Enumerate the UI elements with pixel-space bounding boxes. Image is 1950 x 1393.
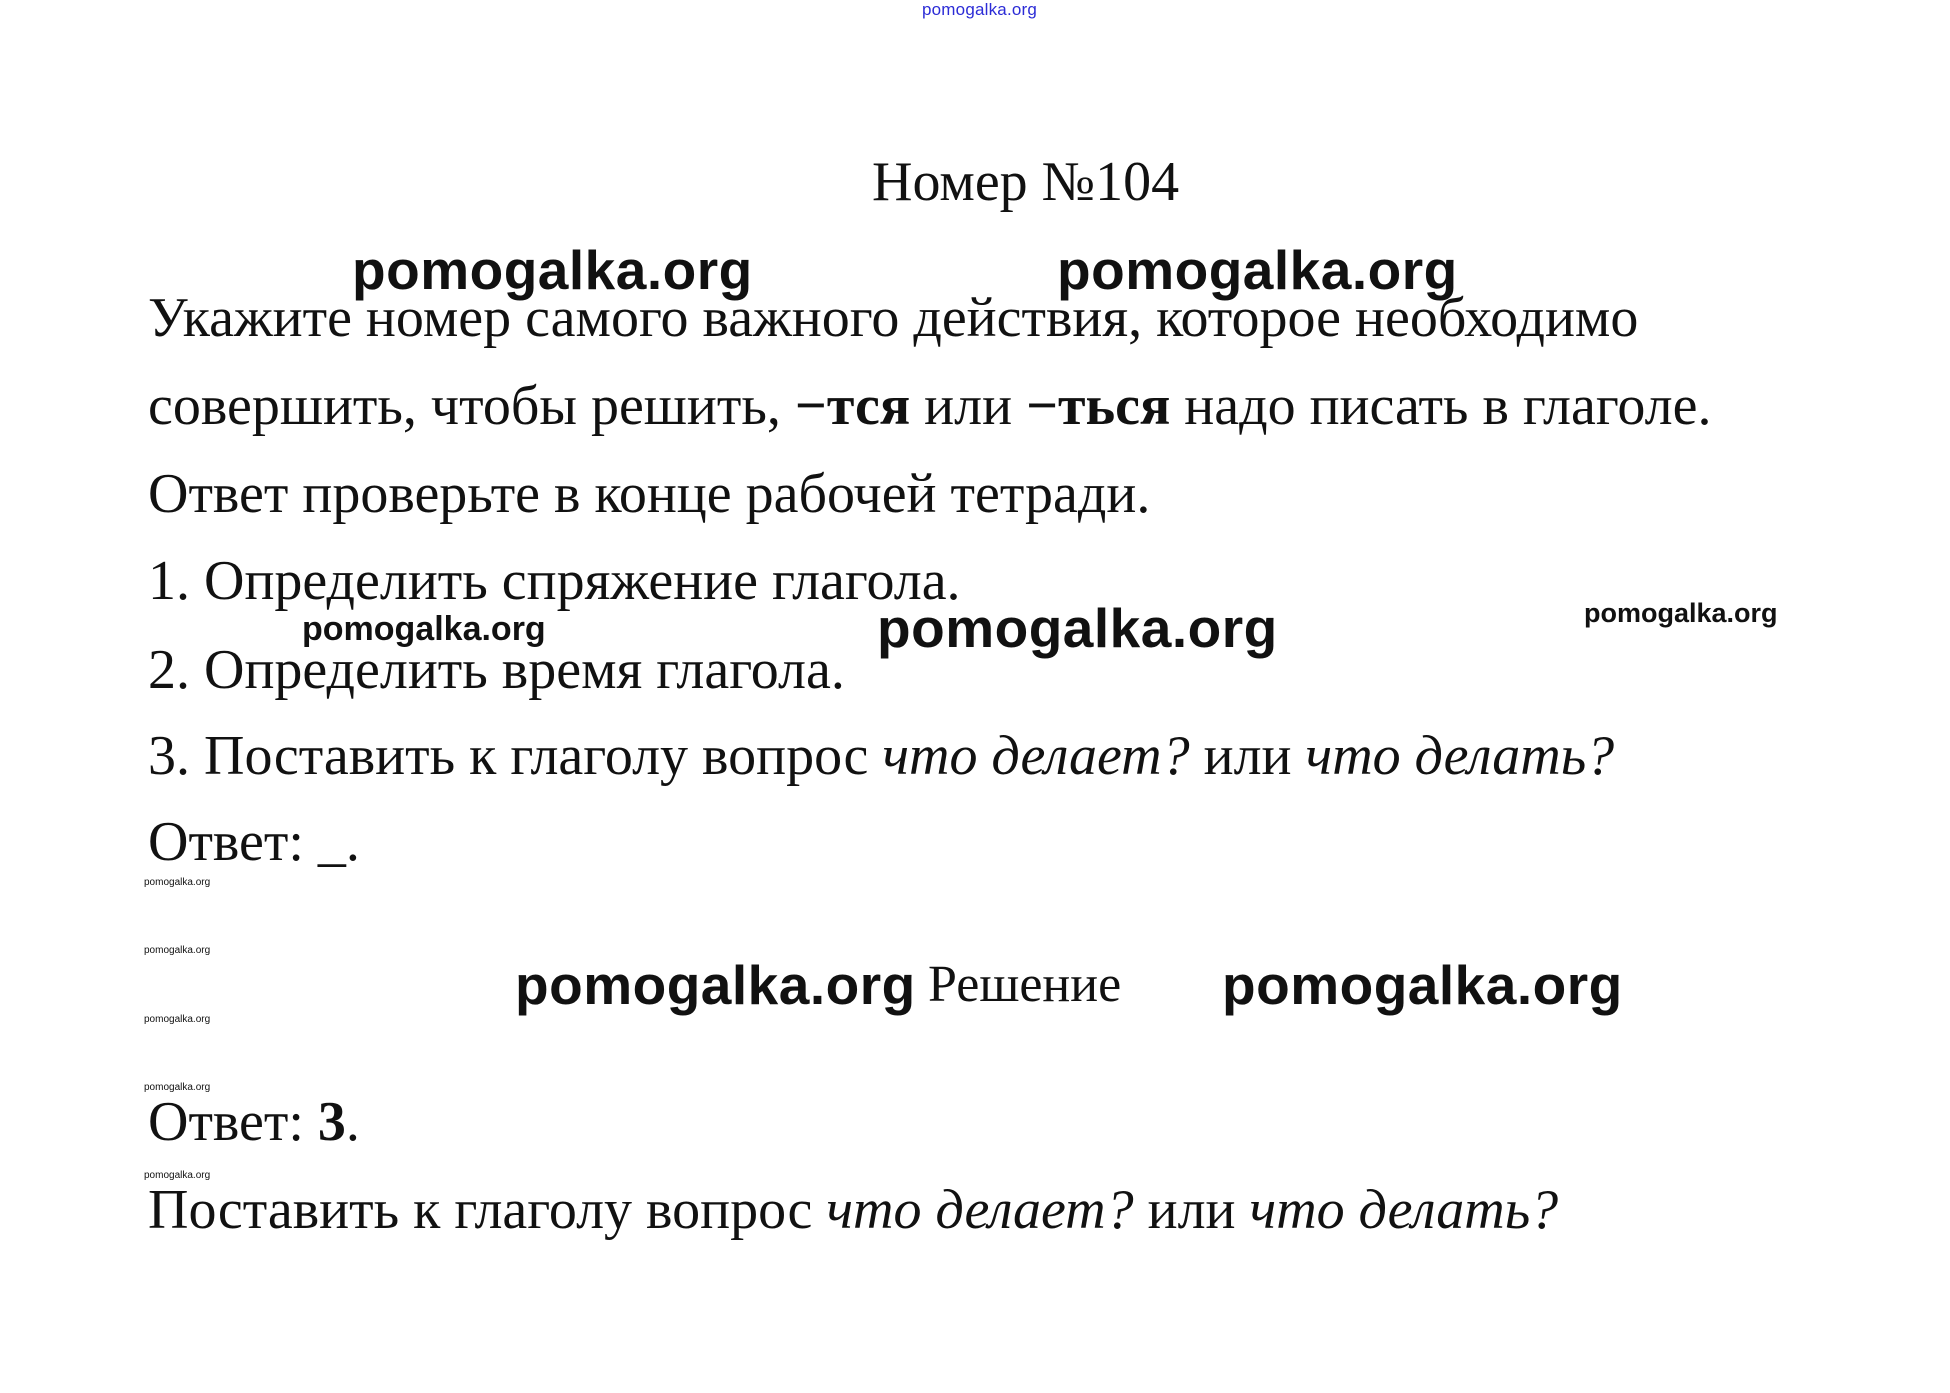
option-3-start: 3. Поставить к глаголу вопрос — [148, 725, 883, 787]
option-1: 1. Определить спряжение глагола. — [148, 550, 961, 612]
solution-answer-dot: . — [345, 1091, 360, 1153]
task-line-2 — [148, 375, 1712, 437]
watermark-tiny: pomogalka.org — [144, 1014, 211, 1025]
suffix-tsya: −тся — [794, 375, 911, 437]
watermark-large: pomogalka.org — [1222, 954, 1623, 1016]
solution-question-what-to-do: что делать? — [1249, 1179, 1559, 1241]
solution-explanation-start: Поставить к глаголу вопрос — [148, 1179, 827, 1241]
watermark-tiny: pomogalka.org — [144, 1082, 211, 1093]
top-watermark: pomogalka.org — [922, 0, 1038, 19]
watermark-small: pomogalka.org — [1584, 598, 1778, 628]
watermark-tiny: pomogalka.org — [144, 877, 211, 888]
solution-question-what-does: что делает? — [826, 1179, 1134, 1241]
solution-heading: Решение — [928, 956, 1122, 1013]
answer-blank: Ответ: _. — [148, 811, 360, 873]
task-line-3: Ответ проверьте в конце рабочей тетради. — [148, 463, 1151, 525]
watermark-large: pomogalka.org — [352, 239, 753, 301]
solution-explanation — [148, 1179, 1559, 1241]
watermark-large: pomogalka.org — [1057, 239, 1458, 301]
watermark-large: pomogalka.org — [515, 954, 916, 1016]
question-what-does: что делает? — [882, 725, 1190, 787]
solution-answer-label: Ответ: — [148, 1091, 318, 1153]
watermark-tiny: pomogalka.org — [144, 945, 211, 956]
solution-answer — [148, 1091, 360, 1153]
option-3-or: или — [1189, 725, 1306, 787]
watermark-large: pomogalka.org — [877, 597, 1278, 659]
task-line-2-or: или — [910, 375, 1027, 437]
watermark-medium: pomogalka.org — [302, 610, 546, 648]
task-line-1: Укажите номер самого важного действия, которое необходимо — [148, 287, 1639, 349]
option-2: 2. Определить время глагола. — [148, 639, 845, 701]
suffix-tsya-soft: −ться — [1026, 375, 1171, 437]
question-what-to-do: что делать? — [1305, 725, 1615, 787]
task-line-2-start: совершить, чтобы решить, — [148, 375, 795, 437]
solution-explanation-or: или — [1133, 1179, 1250, 1241]
solution-answer-value: 3 — [317, 1091, 346, 1153]
task-line-2-end: надо писать в глаголе. — [1170, 375, 1712, 437]
page-title: Номер №104 — [872, 151, 1180, 213]
option-3 — [148, 725, 1615, 787]
watermark-tiny: pomogalka.org — [144, 1170, 211, 1181]
